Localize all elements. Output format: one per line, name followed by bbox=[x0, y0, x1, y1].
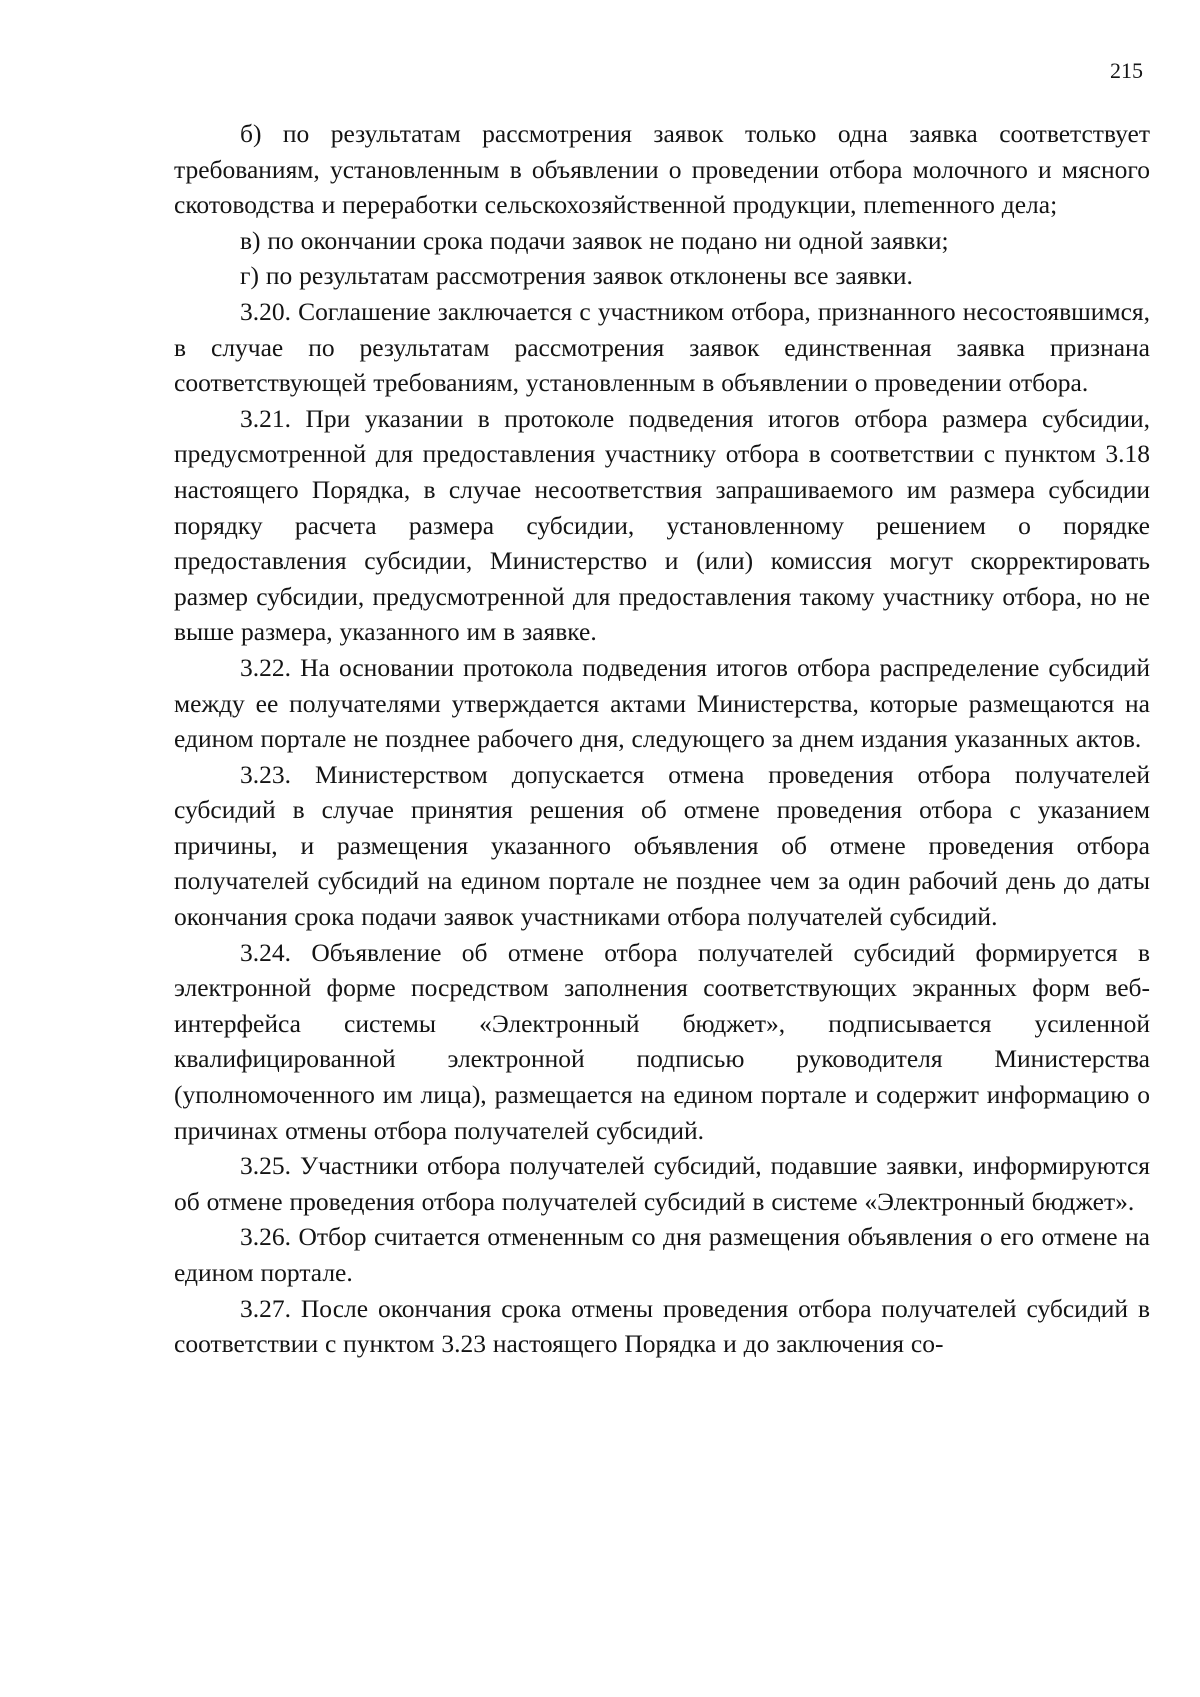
paragraph-v-no-applications: в) по окончании срока подачи заявок не подано ни одной заявки; bbox=[240, 225, 949, 255]
page-number: 215 bbox=[1110, 58, 1143, 83]
paragraph-3-21: 3.21. При указании в протоколе подведения итогов отбора размера субсидии, предусмотренной для предоставления участнику отбора в соответствии с пунктом 3.18 настоящего Порядка, в случае несоответствия запрашиваемого им размера субсидии порядку расчета размера субсидии, установленному решением о порядке предоставления субсидии, Министерство и (или) комиссия могут скорректировать размер субсидии, предусмотренной для предоставления такому участнику отбора, но не выше размера, указанного им в заявке. bbox=[174, 403, 1150, 647]
paragraph-3-20: 3.20. Соглашение заключается с участником отбора, признанного несостоявшимся, в случае по результатам рассмотрения заявок единственная заявка признана соответствующей требованиям, установленным в объявлении о проведении отбора. bbox=[174, 296, 1150, 398]
paragraph-3-27: 3.27. После окончания срока отмены проведения отбора получателей субсидий в соответствии с пунктом 3.23 настоящего Порядка и до заключения со- bbox=[174, 1293, 1150, 1359]
paragraph-3-24: 3.24. Объявление об отмене отбора получателей субсидий формируется в электронной форме посредством заполнения соответствующих экранных форм веб-интерфейса системы «Электронный бюджет», подписывается усиленной квалифицированной электронной подписью руководителя Министерства (уполномоченного им лица), размещается на едином портале и содержит информацию о причинах отмены отбора получателей субсидий. bbox=[174, 937, 1150, 1145]
document-body bbox=[174, 116, 1150, 1362]
paragraph-g-all-rejected: г) по результатам рассмотрения заявок отклонены все заявки. bbox=[240, 261, 913, 291]
paragraph-3-25: 3.25. Участники отбора получателей субсидий, подавшие заявки, информируются об отмене проведения отбора получателей субсидий в системе «Электронный бюджет». bbox=[174, 1151, 1150, 1216]
paragraph-3-26: 3.26. Отбор считается отмененным со дня размещения объявления о его отмене на едином портале. bbox=[174, 1222, 1150, 1287]
paragraph-3-22: 3.22. На основании протокола подведения итогов отбора распределение субсидий между ее получателями утверждается актами Министерства, которые размещаются на едином портале не позднее рабочего дня, следующего за днем издания указанных актов. bbox=[174, 652, 1150, 754]
paragraph-b-single-application: б) по результатам рассмотрения заявок только одна заявка соответствует требованиям, установленным в объявлении о проведении отбора молочного и мясного скотоводства и переработки сельскохозяйственной продукции, плеmенного дела; bbox=[174, 119, 1150, 220]
paragraph-3-23: 3.23. Министерством допускается отмена проведения отбора получателей субсидий в случае принятия решения об отмене проведения отбора с указанием причины, и размещения указанного объявления об отмене проведения отбора получателей субсидий на едином портале не позднее чем за один рабочий день до даты окончания срока подачи заявок участниками отбора получателей субсидий. bbox=[174, 759, 1150, 932]
